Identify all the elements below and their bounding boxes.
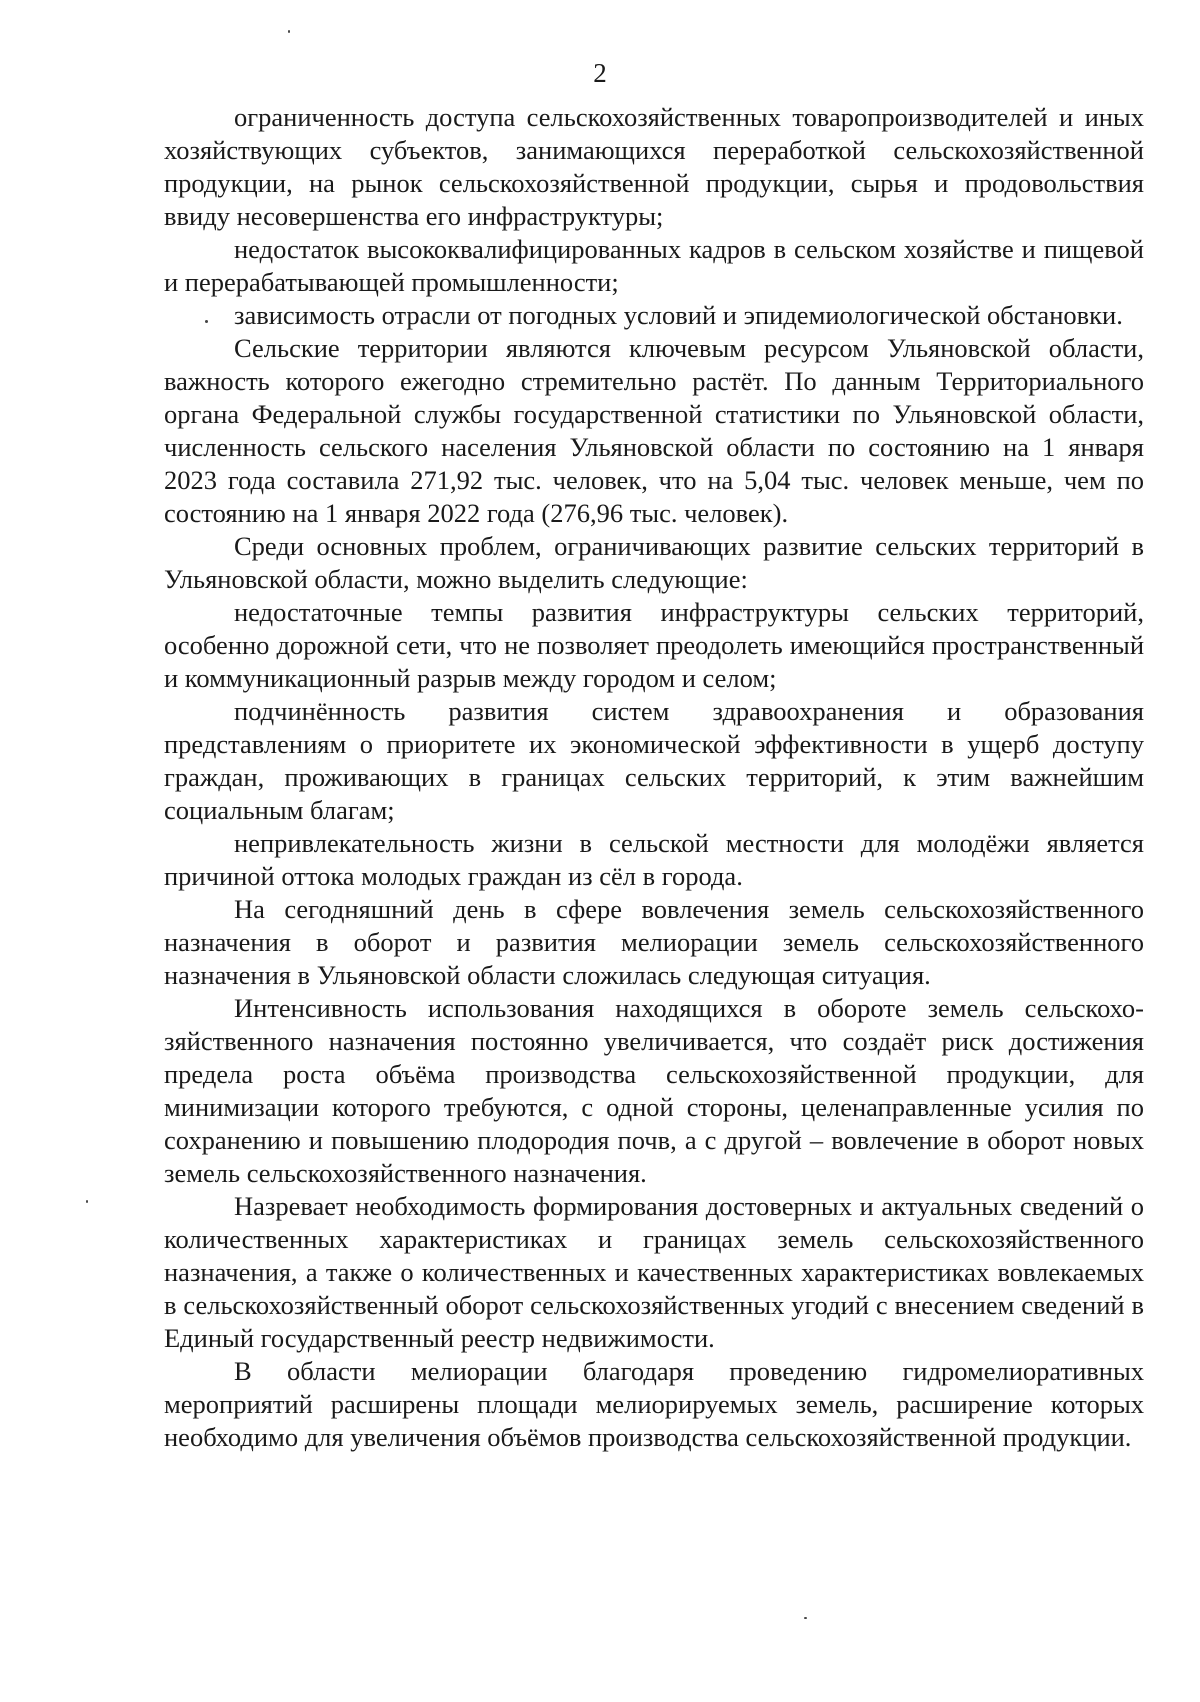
paragraph-land-intensity: Интенсивность использования находящихся в обороте земель сельскохозяйственного назначения постоянно увеличивается, что создаёт риск достижения предела роста объёма производства сельскохозяйственной продукции, для минимизации которого требуются, с одной стороны, целенаправленные усилия по сохранению и повышению плодородия почв, а с другой – вовлечение в оборот новых земель сельскохозяйственного назначения. xyxy=(164,993,1144,1188)
paragraph-rural-population: Сельские территории являются ключевым ресурсом Ульяновской области, важность которого ежегодно стремительно растёт. По данным Территориального органа Федеральной службы государственной статистики по Ульяновской области, численность сельского населения Ульяновской области по состоянию на 1 января 2023 года составила 271,92 тыс. человек, что на 5,04 тыс. человек меньше, чем по состоянию на 1 января 2022 года (276,96 тыс. человек). xyxy=(164,333,1144,528)
paragraph-land-situation: На сегодняшний день в сфере вовлечения земель сельскохозяйственного назначения в оборот и развития мелиорации земель сельскохозяйственного назначения в Ульяновской области сложилась следующая ситуация. xyxy=(164,894,1144,990)
paragraph-limited-access: ограниченность доступа сельскохозяйственных товаропроизводителей и иных хозяйствующих субъектов, занимающихся переработкой сельскохозяйственной продукции, на рынок сельскохозяйственной продукции, сырья и продовольствия ввиду несовершенства его инфраструктуры; xyxy=(164,102,1144,231)
paragraph-staff-shortage: недостаток высококвалифицированных кадров в сельском хозяйстве и пищевой и перерабатывающей промышленности; xyxy=(164,234,1144,297)
scan-speck xyxy=(288,30,290,33)
page-number: 2 xyxy=(593,58,607,88)
document-body xyxy=(164,101,1144,1454)
paragraph-land-records: Назревает необходимость формирования достоверных и актуальных сведений о количественных характеристиках и границах земель сельскохозяйственного назначения, а также о количественных и качественных характеристиках вовлекаемых в сельскохозяйственный оборот сельскохозяйственных угодий с внесением сведений в Единый государственный реестр недвижимости. xyxy=(164,1191,1144,1353)
paragraph-infrastructure: недостаточные темпы развития инфраструктуры сельских территорий, особенно дорожной сети, что не позволяет преодолеть имеющийся пространственный и коммуникационный разрыв между городом и селом; xyxy=(164,597,1144,693)
scan-speck xyxy=(205,320,208,323)
paragraph-youth-outflow: непривлекательность жизни в сельской местности для молодёжи является причиной оттока молодых граждан из сёл в города. xyxy=(164,828,1144,891)
scan-speck xyxy=(804,1617,807,1619)
scan-speck xyxy=(86,1200,88,1203)
paragraph-main-problems: Среди основных проблем, ограничивающих развитие сельских территорий в Ульяновской области, можно выделить следующие: xyxy=(164,531,1144,594)
paragraph-weather-dependence: зависимость отрасли от погодных условий и эпидемиологической обстановки. xyxy=(234,300,1123,330)
paragraph-melioration: В области мелиорации благодаря проведению гидромелиоративных мероприятий расширены площади мелиорируемых земель, расширение которых необходимо для увеличения объёмов производства сельскохозяйственной продукции. xyxy=(164,1356,1144,1452)
paragraph-healthcare-education: подчинённость развития систем здравоохранения и образования представлениям о приоритете их экономической эффективности в ущерб доступу граждан, проживающих в границах сельских территорий, к этим важнейшим социальным благам; xyxy=(164,696,1144,825)
